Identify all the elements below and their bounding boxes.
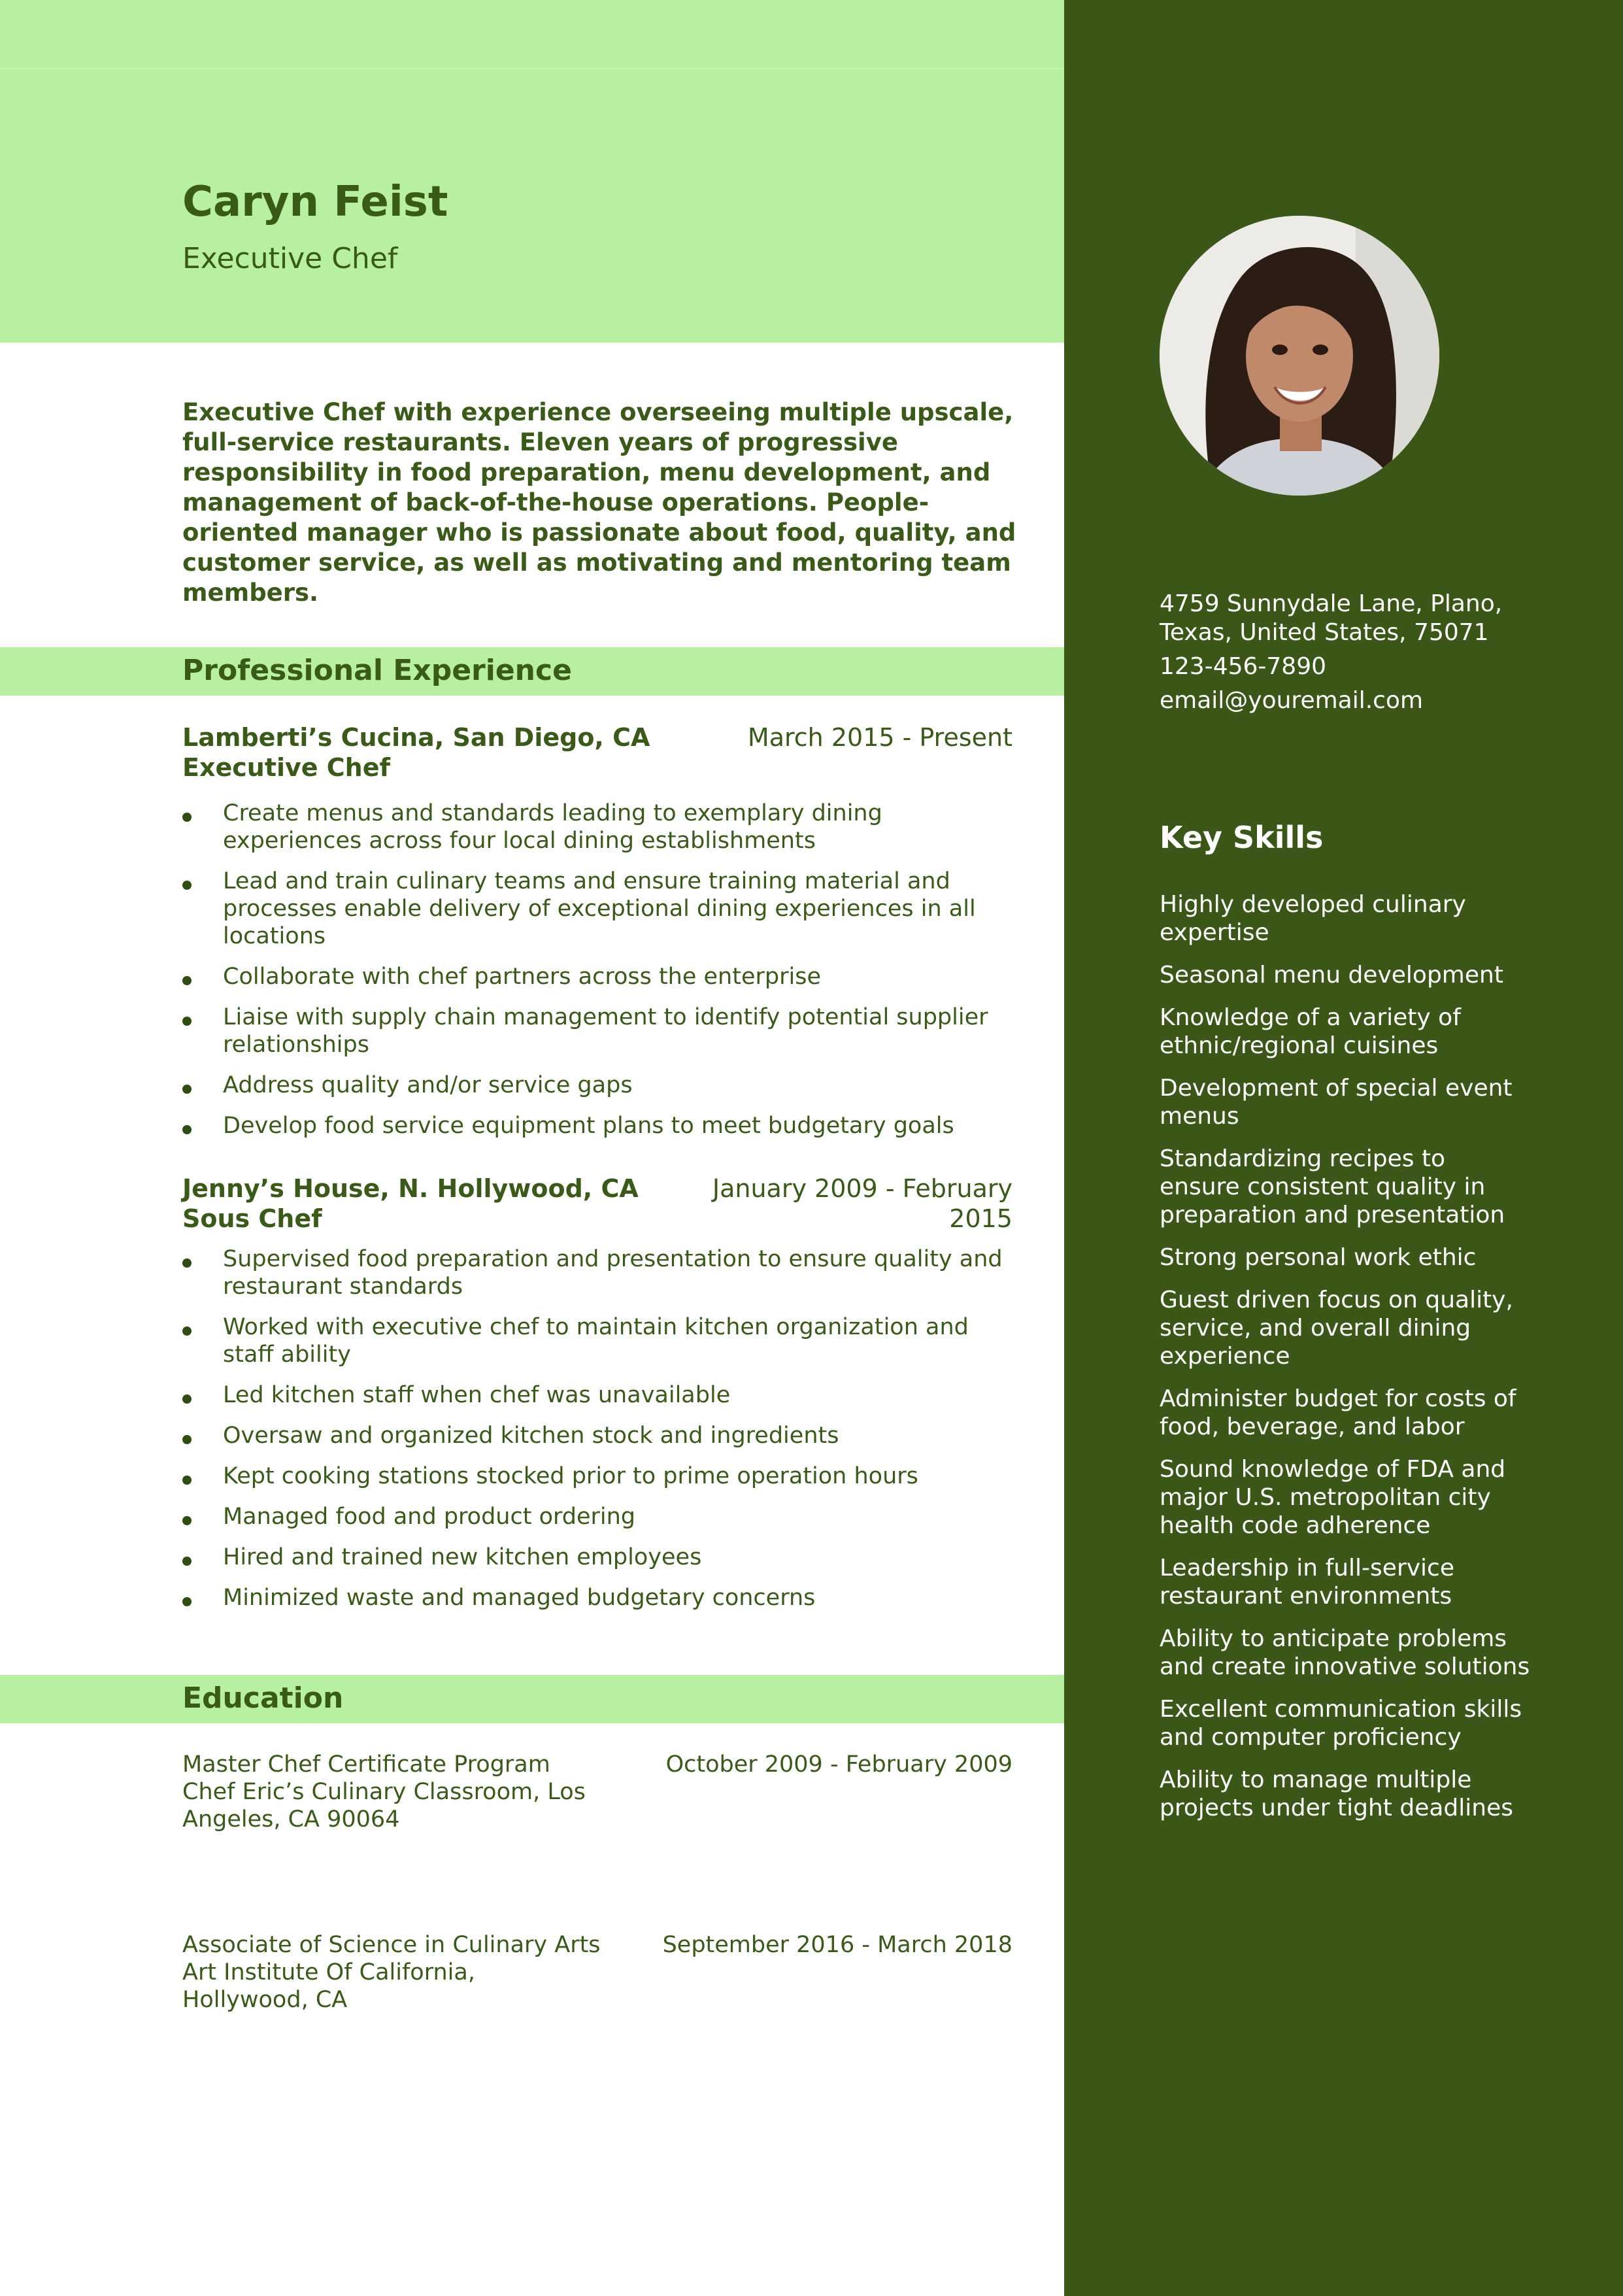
education-school: Art Institute Of California, Hollywood, CA (182, 1959, 475, 2013)
header-band (0, 0, 1064, 343)
education-section-header (0, 1675, 1064, 1723)
bullet-dot-icon (182, 976, 192, 985)
job-bullets (182, 1245, 1012, 1612)
skills-heading: Key Skills (1160, 820, 1324, 855)
skill-item: Highly developed culinary expertise (1160, 891, 1466, 946)
skill-item: Standardizing recipes to ensure consistent quality in preparation and presentation (1160, 1145, 1505, 1228)
skill-item: Strong personal work ethic (1160, 1244, 1477, 1271)
contact-phone: 123-456-7890 (1160, 653, 1327, 680)
bullet-text: Create menus and standards leading to exemplary dining experiences across four local dining establishments (223, 800, 882, 854)
job-bullet (182, 1544, 1012, 1571)
candidate-name: Caryn Feist (182, 178, 448, 226)
skill-item: Seasonal menu development (1160, 962, 1503, 988)
job-header (182, 1173, 1012, 1236)
skill-item: Development of special event menus (1160, 1075, 1513, 1130)
bullet-text: Minimized waste and managed budgetary concerns (223, 1585, 816, 1611)
candidate-title: Executive Chef (182, 242, 398, 275)
bullet-text: Hired and trained new kitchen employees (223, 1544, 702, 1570)
education-heading: Education (182, 1681, 344, 1715)
job-bullet (182, 1313, 1012, 1368)
bullet-text: Led kitchen staff when chef was unavailable (223, 1382, 731, 1408)
bullet-text: Collaborate with chef partners across the enterprise (223, 964, 821, 990)
bullet-text: Develop food service equipment plans to meet budgetary goals (223, 1113, 954, 1139)
bullet-dot-icon (182, 1326, 192, 1336)
skill-item: Administer budget for costs of food, beverage, and labor (1160, 1385, 1516, 1440)
job-bullet (182, 1004, 1012, 1058)
skills-list (1160, 890, 1532, 1836)
header-divider (0, 68, 1064, 69)
sidebar (1064, 0, 1623, 2296)
bullet-text: Lead and train culinary teams and ensure training material and processes enable delivery of exceptional dining experiences in all locations (223, 868, 976, 949)
bullet-dot-icon (182, 1394, 192, 1404)
job-bullet (182, 1462, 1012, 1490)
bullet-text: Worked with executive chef to maintain kitchen organization and staff ability (223, 1314, 969, 1368)
profile-photo (1160, 216, 1439, 496)
job-bullet (182, 1112, 1012, 1140)
education-entry (182, 1751, 1012, 1833)
skill-item: Excellent communication skills and computer proficiency (1160, 1696, 1522, 1751)
education-dates: September 2016 - March 2018 (662, 1932, 1012, 1958)
contact-email: email@youremail.com (1160, 687, 1424, 714)
education-program: Associate of Science in Culinary Arts (182, 1932, 601, 1958)
contact-block (1160, 590, 1526, 720)
bullet-dot-icon (182, 1516, 192, 1525)
portrait-illustration (1160, 216, 1439, 496)
skill-item: Sound knowledge of FDA and major U.S. metropolitan city health code adherence (1160, 1456, 1506, 1539)
job-bullet (182, 1584, 1012, 1612)
education-details (182, 1751, 640, 1833)
job-company: Jenny’s House, N. Hollywood, CA (182, 1174, 639, 1203)
bullet-dot-icon (182, 813, 192, 822)
job-bullet (182, 868, 1012, 950)
bullet-text: Kept cooking stations stocked prior to prime operation hours (223, 1463, 918, 1489)
bullet-text: Supervised food preparation and presentation to ensure quality and restaurant standards (223, 1246, 1003, 1300)
job-role: Executive Chef (182, 753, 391, 782)
bullet-text: Liaise with supply chain management to identify potential supplier relationships (223, 1004, 988, 1058)
bullet-dot-icon (182, 1557, 192, 1566)
bullet-text: Managed food and product ordering (223, 1504, 636, 1530)
job-bullet (182, 1381, 1012, 1409)
bullet-dot-icon (182, 1017, 192, 1026)
experience-section-header (0, 647, 1064, 696)
job-header (182, 722, 1012, 785)
education-details (182, 1931, 640, 2014)
contact-address: 4759 Sunnydale Lane, Plano, Texas, United States, 75071 (1160, 590, 1503, 646)
job-dates: March 2015 - Present (747, 723, 1012, 752)
bullet-dot-icon (182, 1258, 192, 1268)
job-entry (182, 722, 1012, 1153)
job-dates: January 2009 - February 2015 (712, 1174, 1012, 1233)
job-bullet (182, 1422, 1012, 1449)
skill-item: Guest driven focus on quality, service, and overall dining experience (1160, 1287, 1513, 1370)
job-role: Sous Chef (182, 1204, 322, 1233)
bullet-dot-icon (182, 881, 192, 890)
summary-paragraph: Executive Chef with experience overseeing multiple upscale, full-service restaurants. Eleven years of progressive responsibility in food preparation, menu development, and management of back-of-the-house operations. People-oriented manager who is passionate about food, quality, and customer service, as well as motivating and mentoring team members. (182, 398, 1016, 607)
experience-heading: Professional Experience (182, 654, 572, 687)
bullet-dot-icon (182, 1476, 192, 1485)
bullet-text: Address quality and/or service gaps (223, 1072, 633, 1098)
job-bullet (182, 1245, 1012, 1300)
bullet-text: Oversaw and organized kitchen stock and ingredients (223, 1423, 839, 1449)
skill-item: Ability to manage multiple projects under tight deadlines (1160, 1766, 1514, 1821)
skill-item: Ability to anticipate problems and create innovative solutions (1160, 1625, 1530, 1680)
job-bullet (182, 1503, 1012, 1530)
job-bullet (182, 800, 1012, 854)
education-entry (182, 1931, 1012, 2014)
bullet-dot-icon (182, 1125, 192, 1134)
bullet-dot-icon (182, 1597, 192, 1606)
job-bullet (182, 1072, 1012, 1099)
bullet-dot-icon (182, 1085, 192, 1094)
skill-item: Leadership in full-service restaurant environments (1160, 1555, 1455, 1610)
skill-item: Knowledge of a variety of ethnic/regional cuisines (1160, 1004, 1461, 1059)
education-program: Master Chef Certificate Program (182, 1751, 550, 1778)
job-entry (182, 1173, 1012, 1625)
job-company: Lamberti’s Cucina, San Diego, CA (182, 723, 650, 752)
job-bullet (182, 963, 1012, 990)
education-dates: October 2009 - February 2009 (665, 1751, 1012, 1778)
bullet-dot-icon (182, 1435, 192, 1444)
job-bullets (182, 800, 1012, 1140)
education-school: Chef Eric’s Culinary Classroom, Los Angeles, CA 90064 (182, 1779, 586, 1832)
